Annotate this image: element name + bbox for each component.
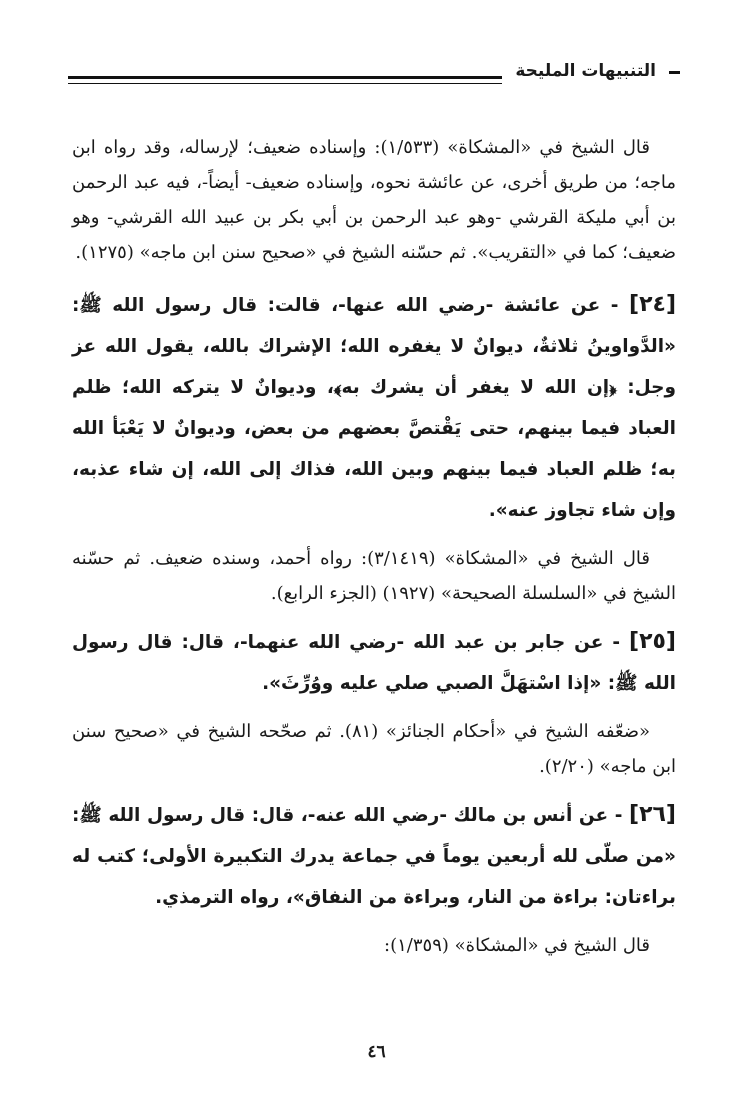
hadith-text: - عن عائشة -رضي الله عنها-، قالت: قال رسول الله ﷺ: «الدَّواوينُ ثلاثةٌ، ديوانٌ لا يغفره الله؛ الإشراك بالله، يقول الله عز وجل: ﴿إن الله لا يغفر أن يشرك به﴾، وديوانٌ لا يتركه الله؛ ظلم العباد فيما بينهم، حتى يَقْتصَّ بعضهم من بعض، وديوانٌ لا يَعْبَأ الله به؛ ظلم العباد فيما بينهم وبين الله، فذاك إلى الله، إن شاء عذبه، وإن شاء تجاوز عنه». [72, 295, 676, 521]
page-number: ٤٦ [367, 1042, 386, 1062]
hadith-number: [٢٦] [629, 802, 676, 827]
header-rule-thin [68, 83, 502, 84]
hadith-number: [٢٥] [629, 629, 676, 654]
hadith-text: - عن أنس بن مالك -رضي الله عنه-، قال: قال رسول الله ﷺ: «من صلّى لله أربعين يوماً في جماعة يدرك التكبيرة الأولى؛ كتب له براءتان: براءة من النار، وبراءة من النفاق»، رواه الترمذي. [72, 805, 676, 908]
commentary-paragraph: «ضعّفه الشيخ في «أحكام الجنائز» (٨١). ثم صحّحه الشيخ في «صحيح سنن ابن ماجه» (٢/٢٠). [72, 721, 676, 777]
hadith-number: [٢٤] [629, 292, 676, 317]
running-header [68, 58, 680, 92]
header-rule-thick [68, 76, 502, 79]
page-body [72, 130, 676, 963]
commentary-paragraph: قال الشيخ في «المشكاة» (١/٣٥٩): [384, 935, 650, 956]
commentary-paragraph: قال الشيخ في «المشكاة» (٣/١٤١٩): رواه أحمد، وسنده ضعيف. ثم حسّنه الشيخ في «السلسلة الصحيحة» (١٩٢٧) (الجزء الرابع). [72, 548, 676, 604]
header-title: التنبيهات المليحة [507, 58, 664, 84]
hadith-24 [72, 284, 676, 531]
hadith-26 [72, 794, 676, 918]
hadith-text: - عن جابر بن عبد الله -رضي الله عنهما-، قال: قال رسول الله ﷺ: «إذا اسْتهَلَّ الصبي صلي عليه ووُرِّثَ». [72, 632, 676, 694]
commentary-paragraph: قال الشيخ في «المشكاة» (١/٥٣٣): وإسناده ضعيف؛ لإرساله، وقد رواه ابن ماجه؛ من طريق أخرى، عن عائشة نحوه، وإسناده ضعيف- أيضاً-، فيه عبد الرحمن بن أبي مليكة القرشي -وهو عبد الرحمن بن أبي بكر بن عبيد الله القرشي- وهو ضعيف؛ كما في «التقريب». ثم حسّنه الشيخ في «صحيح سنن ابن ماجه» (١٢٧٥). [72, 137, 676, 263]
hadith-25 [72, 621, 676, 704]
header-dash [669, 71, 680, 74]
